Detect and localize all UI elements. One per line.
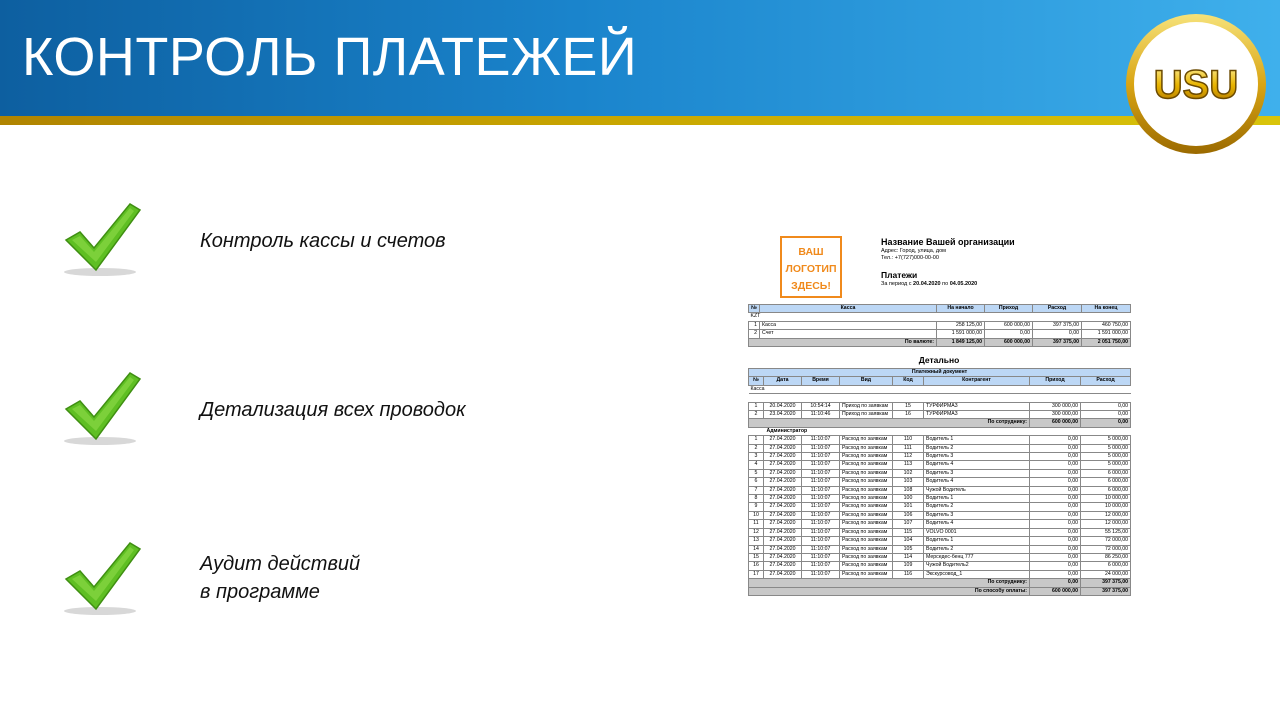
table-cell: 5 000,00 bbox=[1081, 461, 1131, 469]
total-row bbox=[749, 338, 1131, 346]
table-cell: Водитель 2 bbox=[924, 545, 1030, 553]
table-cell: 6 000,00 bbox=[1081, 469, 1131, 477]
table-cell: Водитель 1 bbox=[924, 537, 1030, 545]
table-cell: 0,00 bbox=[1030, 444, 1081, 452]
table-cell: Приход по заявкам bbox=[840, 411, 893, 419]
table-row bbox=[749, 436, 1131, 444]
table-cell: 27.04.2020 bbox=[764, 495, 802, 503]
table-cell: 6 000,00 bbox=[1081, 562, 1131, 570]
column-header: Приход bbox=[1030, 377, 1081, 385]
table-cell: 13 bbox=[749, 537, 764, 545]
table-cell: 114 bbox=[893, 553, 924, 561]
summary-table bbox=[748, 304, 1131, 347]
total-label: По сотруднику: bbox=[749, 419, 1030, 427]
table-cell: Счет bbox=[760, 330, 937, 338]
table-row bbox=[749, 411, 1131, 419]
table-row bbox=[749, 486, 1131, 494]
table-row bbox=[749, 461, 1131, 469]
table-cell: 27.04.2020 bbox=[764, 503, 802, 511]
currency-row bbox=[749, 313, 1131, 321]
table-cell: Водитель 4 bbox=[924, 461, 1030, 469]
table-cell: 103 bbox=[893, 478, 924, 486]
table-cell: 111 bbox=[893, 444, 924, 452]
table-cell: 86 250,00 bbox=[1081, 553, 1131, 561]
table-row bbox=[749, 402, 1131, 410]
total-value: 600 000,00 bbox=[985, 338, 1033, 346]
table-cell: 107 bbox=[893, 520, 924, 528]
table-cell: 15 bbox=[893, 402, 924, 410]
table-cell: 55 125,00 bbox=[1081, 528, 1131, 536]
checkmark-icon bbox=[58, 367, 148, 447]
table-row bbox=[749, 444, 1131, 452]
table-cell: Мерседес-бенц 777 bbox=[924, 553, 1030, 561]
table-cell: 109 bbox=[893, 562, 924, 570]
table-cell: 10:54:14 bbox=[802, 402, 840, 410]
table-cell: 11:10:07 bbox=[802, 520, 840, 528]
table-row bbox=[749, 478, 1131, 486]
total-value: 397 375,00 bbox=[1033, 338, 1082, 346]
table-row bbox=[749, 453, 1131, 461]
table-row bbox=[749, 511, 1131, 519]
checkmark-icon bbox=[58, 537, 148, 617]
total-row bbox=[749, 419, 1131, 427]
checkmark-icon bbox=[58, 198, 148, 278]
table-cell: 10 bbox=[749, 511, 764, 519]
column-header: № bbox=[749, 377, 764, 385]
table-cell: 27.04.2020 bbox=[764, 469, 802, 477]
table-cell: 102 bbox=[893, 469, 924, 477]
table-row bbox=[749, 330, 1131, 338]
table-cell: 9 bbox=[749, 503, 764, 511]
table-cell: 0,00 bbox=[1033, 330, 1082, 338]
table-cell: 460 750,00 bbox=[1082, 321, 1131, 329]
table-cell: 11:10:07 bbox=[802, 553, 840, 561]
table-cell: 0,00 bbox=[1030, 553, 1081, 561]
column-header: Код bbox=[893, 377, 924, 385]
total-row bbox=[749, 587, 1131, 595]
table-cell: 0,00 bbox=[1030, 545, 1081, 553]
table-row bbox=[749, 495, 1131, 503]
table-cell: 0,00 bbox=[985, 330, 1033, 338]
table-cell: 101 bbox=[893, 503, 924, 511]
column-header: № bbox=[749, 305, 760, 313]
column-header: Касса bbox=[760, 305, 937, 313]
table-cell: 112 bbox=[893, 453, 924, 461]
table-cell: 27.04.2020 bbox=[764, 486, 802, 494]
svg-text:USU: USU bbox=[1153, 63, 1239, 107]
table-cell: 106 bbox=[893, 511, 924, 519]
table-cell: 0,00 bbox=[1030, 520, 1081, 528]
table-cell: 11:10:07 bbox=[802, 537, 840, 545]
table-cell: 110 bbox=[893, 436, 924, 444]
table-row bbox=[749, 503, 1131, 511]
table-cell: Касса bbox=[760, 321, 937, 329]
total-value: 1 849 125,00 bbox=[937, 338, 985, 346]
table-cell: Чужой Водитель bbox=[924, 486, 1030, 494]
table-cell: 1 bbox=[749, 436, 764, 444]
table-cell: 11:10:07 bbox=[802, 562, 840, 570]
table-cell: 10 000,00 bbox=[1081, 503, 1131, 511]
table-cell: Расход по заявкам bbox=[840, 528, 893, 536]
table-cell: 4 bbox=[749, 461, 764, 469]
table-cell: 105 bbox=[893, 545, 924, 553]
table-cell: 5 000,00 bbox=[1081, 453, 1131, 461]
total-label: По валюте: bbox=[749, 338, 937, 346]
table-cell: 1 bbox=[749, 402, 764, 410]
table-cell: 6 000,00 bbox=[1081, 478, 1131, 486]
table-row bbox=[749, 469, 1131, 477]
table-cell: 1 591 000,00 bbox=[937, 330, 985, 338]
table-cell: 6 bbox=[749, 478, 764, 486]
table-row bbox=[749, 528, 1131, 536]
table-cell: 11:10:07 bbox=[802, 486, 840, 494]
table-cell: Водитель 3 bbox=[924, 511, 1030, 519]
table-row bbox=[749, 545, 1131, 553]
column-header: Дата bbox=[764, 377, 802, 385]
detail-title: Детально bbox=[918, 355, 960, 365]
usu-logo bbox=[1124, 12, 1268, 156]
table-cell: 113 bbox=[893, 461, 924, 469]
org-name: Название Вашей организации bbox=[881, 237, 1015, 247]
table-cell: Расход по заявкам bbox=[840, 520, 893, 528]
table-cell: 0,00 bbox=[1030, 495, 1081, 503]
feature-text bbox=[200, 550, 360, 606]
table-cell: 8 bbox=[749, 495, 764, 503]
table-cell: 1 bbox=[749, 321, 760, 329]
total-label: По способу оплаты: bbox=[749, 587, 1030, 595]
table-cell: Расход по заявкам bbox=[840, 486, 893, 494]
total-value: 397 375,00 bbox=[1081, 579, 1131, 587]
table-cell: 11:10:07 bbox=[802, 495, 840, 503]
total-value: 600 000,00 bbox=[1030, 419, 1081, 427]
table-cell: VOLVO 0001 bbox=[924, 528, 1030, 536]
table-cell: 0,00 bbox=[1030, 436, 1081, 444]
table-cell: Водитель 4 bbox=[924, 478, 1030, 486]
table-cell: Расход по заявкам bbox=[840, 436, 893, 444]
report-title: Платежи bbox=[881, 270, 918, 280]
table-cell: 72 000,00 bbox=[1081, 545, 1131, 553]
table-cell: 2 bbox=[749, 444, 764, 452]
table-cell: Водитель 1 bbox=[924, 436, 1030, 444]
table-cell: 258 125,00 bbox=[937, 321, 985, 329]
table-cell: 2 bbox=[749, 330, 760, 338]
table-cell: 27.04.2020 bbox=[764, 537, 802, 545]
table-cell: 72 000,00 bbox=[1081, 537, 1131, 545]
table-cell: 11:10:07 bbox=[802, 511, 840, 519]
table-cell: 27.04.2020 bbox=[764, 520, 802, 528]
table-cell: 600 000,00 bbox=[985, 321, 1033, 329]
table-cell: Расход по заявкам bbox=[840, 562, 893, 570]
table-cell: 5 bbox=[749, 469, 764, 477]
total-value: 2 051 750,00 bbox=[1082, 338, 1131, 346]
table-cell: Расход по заявкам bbox=[840, 453, 893, 461]
table-cell: Водитель 2 bbox=[924, 444, 1030, 452]
spacer-row bbox=[749, 394, 1131, 402]
page-title: КОНТРОЛЬ ПЛАТЕЖЕЙ bbox=[22, 27, 638, 87]
table-cell: 6 000,00 bbox=[1081, 486, 1131, 494]
table-cell: 16 bbox=[893, 411, 924, 419]
feature-text: Детализация всех проводок bbox=[200, 399, 466, 421]
detail-group-header: Платежный документ bbox=[749, 369, 1131, 377]
table-cell: 0,00 bbox=[1030, 503, 1081, 511]
table-cell: 16 bbox=[749, 562, 764, 570]
table-cell: 115 bbox=[893, 528, 924, 536]
table-cell: Приход по заявкам bbox=[840, 402, 893, 410]
table-cell: 0,00 bbox=[1030, 453, 1081, 461]
table-cell: 24 000,00 bbox=[1081, 570, 1131, 578]
header-stripe bbox=[0, 116, 1280, 125]
table-cell: 0,00 bbox=[1030, 478, 1081, 486]
table-cell: 27.04.2020 bbox=[764, 562, 802, 570]
column-header: Приход bbox=[985, 305, 1033, 313]
table-cell: Расход по заявкам bbox=[840, 545, 893, 553]
table-cell: 27.04.2020 bbox=[764, 570, 802, 578]
table-cell: 20.04.2020 bbox=[764, 402, 802, 410]
table-cell: Водитель 2 bbox=[924, 503, 1030, 511]
table-cell: 11 bbox=[749, 520, 764, 528]
table-cell: Расход по заявкам bbox=[840, 537, 893, 545]
table-cell: 0,00 bbox=[1081, 411, 1131, 419]
table-cell: 0,00 bbox=[1030, 461, 1081, 469]
column-header: Расход bbox=[1081, 377, 1131, 385]
table-cell: 27.04.2020 bbox=[764, 528, 802, 536]
table-cell: 108 bbox=[893, 486, 924, 494]
table-cell: 12 bbox=[749, 528, 764, 536]
table-cell: ТУРФИРМА3 bbox=[924, 411, 1030, 419]
table-cell: 11:10:07 bbox=[802, 503, 840, 511]
total-value: 0,00 bbox=[1030, 579, 1081, 587]
detail-table bbox=[748, 368, 1131, 596]
table-cell: 27.04.2020 bbox=[764, 553, 802, 561]
employee-row bbox=[749, 427, 1131, 435]
table-cell: 0,00 bbox=[1030, 537, 1081, 545]
table-row bbox=[749, 553, 1131, 561]
table-row bbox=[749, 321, 1131, 329]
logo-placeholder: ВАШ ЛОГОТИП ЗДЕСЬ! bbox=[780, 236, 842, 298]
table-cell: Расход по заявкам bbox=[840, 570, 893, 578]
table-row bbox=[749, 562, 1131, 570]
org-address: Адрес: Город, улица, дом Тел.: +7(727)000-00-00 bbox=[881, 248, 946, 261]
currency-label: KZT bbox=[749, 313, 1131, 321]
total-row bbox=[749, 579, 1131, 587]
table-cell: 116 bbox=[893, 570, 924, 578]
table-cell: ТУРФИРМА3 bbox=[924, 402, 1030, 410]
table-cell: 27.04.2020 bbox=[764, 461, 802, 469]
table-cell: 5 000,00 bbox=[1081, 444, 1131, 452]
column-header: Вид bbox=[840, 377, 893, 385]
table-cell: Водитель 1 bbox=[924, 495, 1030, 503]
table-cell: 3 bbox=[749, 453, 764, 461]
feature-line: в программе bbox=[200, 581, 320, 603]
table-cell: 27.04.2020 bbox=[764, 478, 802, 486]
table-cell: 11:10:07 bbox=[802, 444, 840, 452]
table-cell: 14 bbox=[749, 545, 764, 553]
feature-text: Контроль кассы и счетов bbox=[200, 230, 446, 252]
table-cell: 27.04.2020 bbox=[764, 511, 802, 519]
table-cell: 0,00 bbox=[1030, 528, 1081, 536]
table-cell: 104 bbox=[893, 537, 924, 545]
table-cell: 11:10:07 bbox=[802, 545, 840, 553]
table-cell: 27.04.2020 bbox=[764, 545, 802, 553]
table-cell: 10 000,00 bbox=[1081, 495, 1131, 503]
column-header: На конец bbox=[1082, 305, 1131, 313]
table-cell: Водитель 4 bbox=[924, 520, 1030, 528]
table-cell: 12 000,00 bbox=[1081, 511, 1131, 519]
total-value: 397 375,00 bbox=[1081, 587, 1131, 595]
table-cell: 17 bbox=[749, 570, 764, 578]
table-cell: Водитель 3 bbox=[924, 453, 1030, 461]
table-cell: 11:10:46 bbox=[802, 411, 840, 419]
table-cell: 5 000,00 bbox=[1081, 436, 1131, 444]
table-cell: 1 591 000,00 bbox=[1082, 330, 1131, 338]
table-cell: 100 bbox=[893, 495, 924, 503]
table-cell: Расход по заявкам bbox=[840, 503, 893, 511]
table-cell: Экскурсовод_1 bbox=[924, 570, 1030, 578]
table-cell: 12 000,00 bbox=[1081, 520, 1131, 528]
report-period: За период с 20.04.2020 по 04.05.2020 bbox=[881, 281, 978, 287]
table-cell: Расход по заявкам bbox=[840, 478, 893, 486]
table-cell: Расход по заявкам bbox=[840, 461, 893, 469]
table-cell: 0,00 bbox=[1081, 402, 1131, 410]
section-label: Касса bbox=[749, 385, 1131, 393]
table-cell: Расход по заявкам bbox=[840, 495, 893, 503]
table-cell: 27.04.2020 bbox=[764, 453, 802, 461]
column-header: Время bbox=[802, 377, 840, 385]
table-cell: Расход по заявкам bbox=[840, 469, 893, 477]
table-cell: 300 000,00 bbox=[1030, 402, 1081, 410]
table-cell: 2 bbox=[749, 411, 764, 419]
table-cell: 11:10:07 bbox=[802, 528, 840, 536]
table-cell: 0,00 bbox=[1030, 562, 1081, 570]
table-cell: 11:10:07 bbox=[802, 469, 840, 477]
table-cell: 11:10:07 bbox=[802, 453, 840, 461]
table-cell: 27.04.2020 bbox=[764, 444, 802, 452]
total-value: 0,00 bbox=[1081, 419, 1131, 427]
table-cell: 27.04.2020 bbox=[764, 436, 802, 444]
table-cell: Расход по заявкам bbox=[840, 511, 893, 519]
total-value: 600 000,00 bbox=[1030, 587, 1081, 595]
table-row bbox=[749, 520, 1131, 528]
column-header: Контрагент bbox=[924, 377, 1030, 385]
table-cell: 11:10:07 bbox=[802, 478, 840, 486]
section-row bbox=[749, 385, 1131, 393]
table-cell: 0,00 bbox=[1030, 486, 1081, 494]
table-cell: 15 bbox=[749, 553, 764, 561]
column-header: Расход bbox=[1033, 305, 1082, 313]
table-cell: 11:10:07 bbox=[802, 570, 840, 578]
table-cell: 397 375,00 bbox=[1033, 321, 1082, 329]
table-row bbox=[749, 537, 1131, 545]
table-cell: 0,00 bbox=[1030, 570, 1081, 578]
table-cell: Чужой Водитель2 bbox=[924, 562, 1030, 570]
total-label: По сотруднику: bbox=[749, 579, 1030, 587]
table-cell: Расход по заявкам bbox=[840, 444, 893, 452]
table-cell: Расход по заявкам bbox=[840, 553, 893, 561]
table-cell: 0,00 bbox=[1030, 511, 1081, 519]
employee-label: Администратор bbox=[749, 427, 1131, 435]
table-cell: 11:10:07 bbox=[802, 436, 840, 444]
column-header: На начало bbox=[937, 305, 985, 313]
table-cell: 23.04.2020 bbox=[764, 411, 802, 419]
table-row bbox=[749, 570, 1131, 578]
table-cell: 0,00 bbox=[1030, 469, 1081, 477]
feature-line: Аудит действий bbox=[200, 553, 361, 575]
table-cell: 11:10:07 bbox=[802, 461, 840, 469]
table-cell: 300 000,00 bbox=[1030, 411, 1081, 419]
table-cell: Водитель 3 bbox=[924, 469, 1030, 477]
table-cell: 7 bbox=[749, 486, 764, 494]
